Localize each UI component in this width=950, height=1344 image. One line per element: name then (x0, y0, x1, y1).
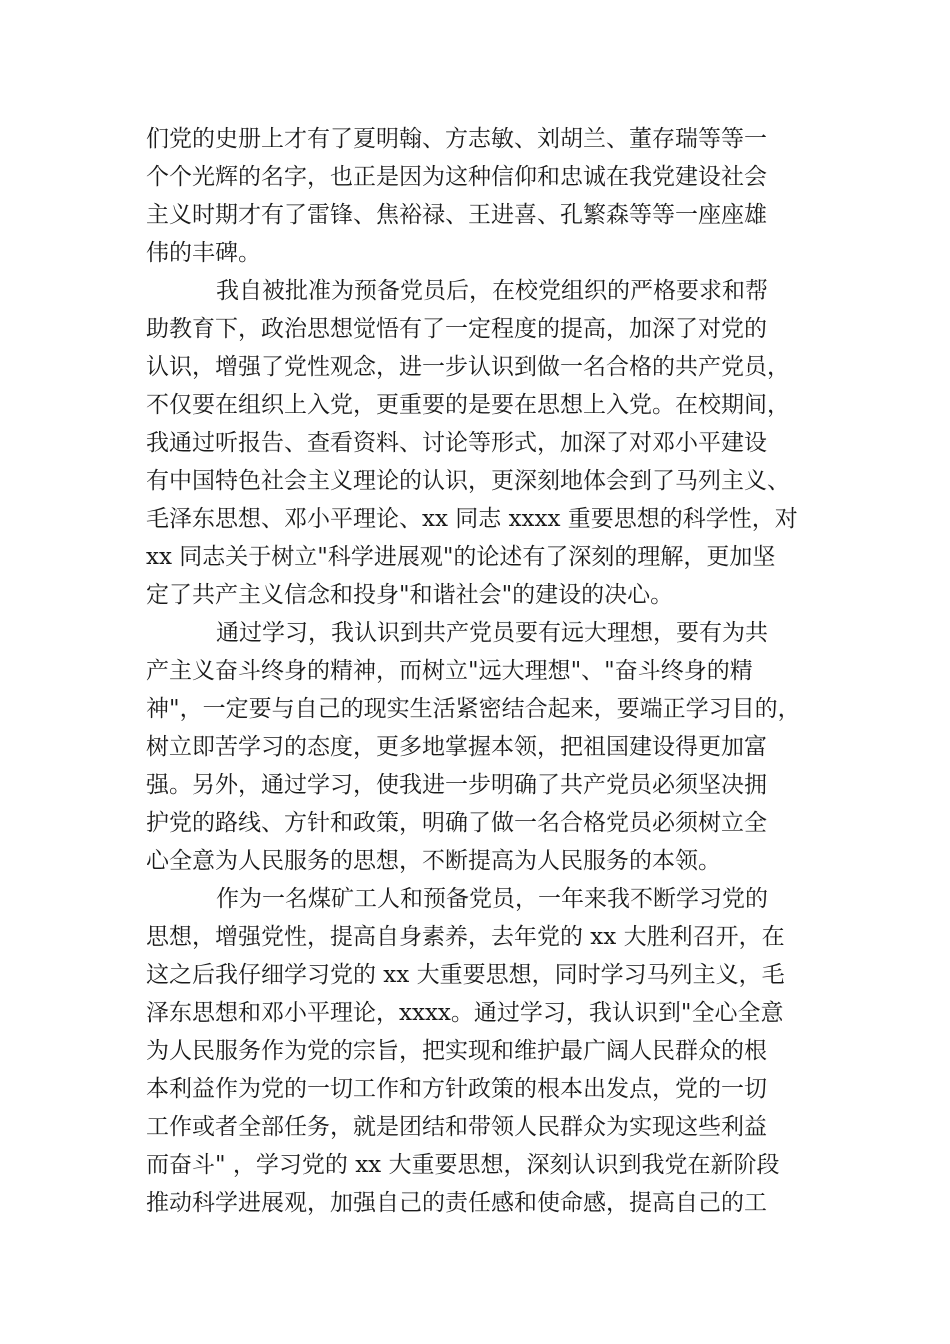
text-line: 认识，增强了党性观念，进一步认识到做一名合格的共产党员， (146, 354, 790, 380)
text-line: 推动科学进展观，加强自己的责任感和使命感，提高自己的工 (146, 1190, 767, 1216)
text-line: 助教育下，政治思想觉悟有了一定程度的提高，加深了对党的 (146, 316, 767, 342)
text-line: 通过学习，我认识到共产党员要有远大理想，要有为共 (216, 620, 768, 646)
text-line: 强。另外，通过学习，使我进一步明确了共产党员必须坚决拥 (146, 772, 767, 798)
text-line: 工作或者全部任务，就是团结和带领人民群众为实现这些利益 (146, 1114, 767, 1140)
text-line: 个个光辉的名字，也正是因为这种信仰和忠诚在我党建设社会 (146, 164, 767, 190)
text-line: 护党的路线、方针和政策，明确了做一名合格党员必须树立全 (146, 810, 767, 836)
text-line: 这之后我仔细学习党的 xx 大重要思想，同时学习马列主义，毛 (146, 962, 785, 988)
text-line: 有中国特色社会主义理论的认识，更深刻地体会到了马列主义、 (146, 468, 790, 494)
text-line: 我自被批准为预备党员后，在校党组织的严格要求和帮 (216, 278, 768, 304)
text-line: 本利益作为党的一切工作和方针政策的根本出发点，党的一切 (146, 1076, 767, 1102)
text-line: 作为一名煤矿工人和预备党员，一年来我不断学习党的 (216, 886, 768, 912)
paragraph-3 (146, 614, 806, 880)
paragraph-4 (146, 880, 806, 1222)
text-line: 而奋斗" ，学习党的 xx 大重要思想，深刻认识到我党在新阶段 (146, 1152, 780, 1178)
text-line: 泽东思想和邓小平理论，xxxx。通过学习，我认识到"全心全意 (146, 1000, 784, 1026)
text-line: 们党的史册上才有了夏明翰、方志敏、刘胡兰、董存瑞等等一 (146, 126, 767, 152)
text-line: 产主义奋斗终身的精神，而树立"远大理想"、"奋斗终身的精 (146, 658, 753, 684)
text-line: 伟的丰碑。 (146, 240, 261, 266)
paragraph-2 (146, 272, 806, 614)
text-line: 思想，增强党性，提高自身素养，去年党的 xx 大胜利召开，在 (146, 924, 785, 950)
paragraph-1 (146, 120, 806, 272)
text-line: 不仅要在组织上入党，更重要的是要在思想上入党。在校期间， (146, 392, 790, 418)
text-line: 定了共产主义信念和投身"和谐社会"的建设的决心。 (146, 582, 674, 608)
text-line: xx 同志关于树立"科学进展观"的论述有了深刻的理解，更加坚 (146, 544, 776, 570)
text-line: 心全意为人民服务的思想，不断提高为人民服务的本领。 (146, 848, 721, 874)
text-line: 主义时期才有了雷锋、焦裕禄、王进喜、孔繁森等等一座座雄 (146, 202, 767, 228)
text-line: 为人民服务作为党的宗旨，把实现和维护最广阔人民群众的根 (146, 1038, 767, 1064)
text-line: 树立即苦学习的态度，更多地掌握本领，把祖国建设得更加富 (146, 734, 767, 760)
document-body (146, 120, 806, 1222)
text-line: 神"，一定要与自己的现实生活紧密结合起来，要端正学习目的， (146, 696, 801, 722)
text-line: 毛泽东思想、邓小平理论、xx 同志 xxxx 重要思想的科学性，对 (146, 506, 798, 532)
text-line: 我通过听报告、查看资料、讨论等形式，加深了对邓小平建设 (146, 430, 767, 456)
